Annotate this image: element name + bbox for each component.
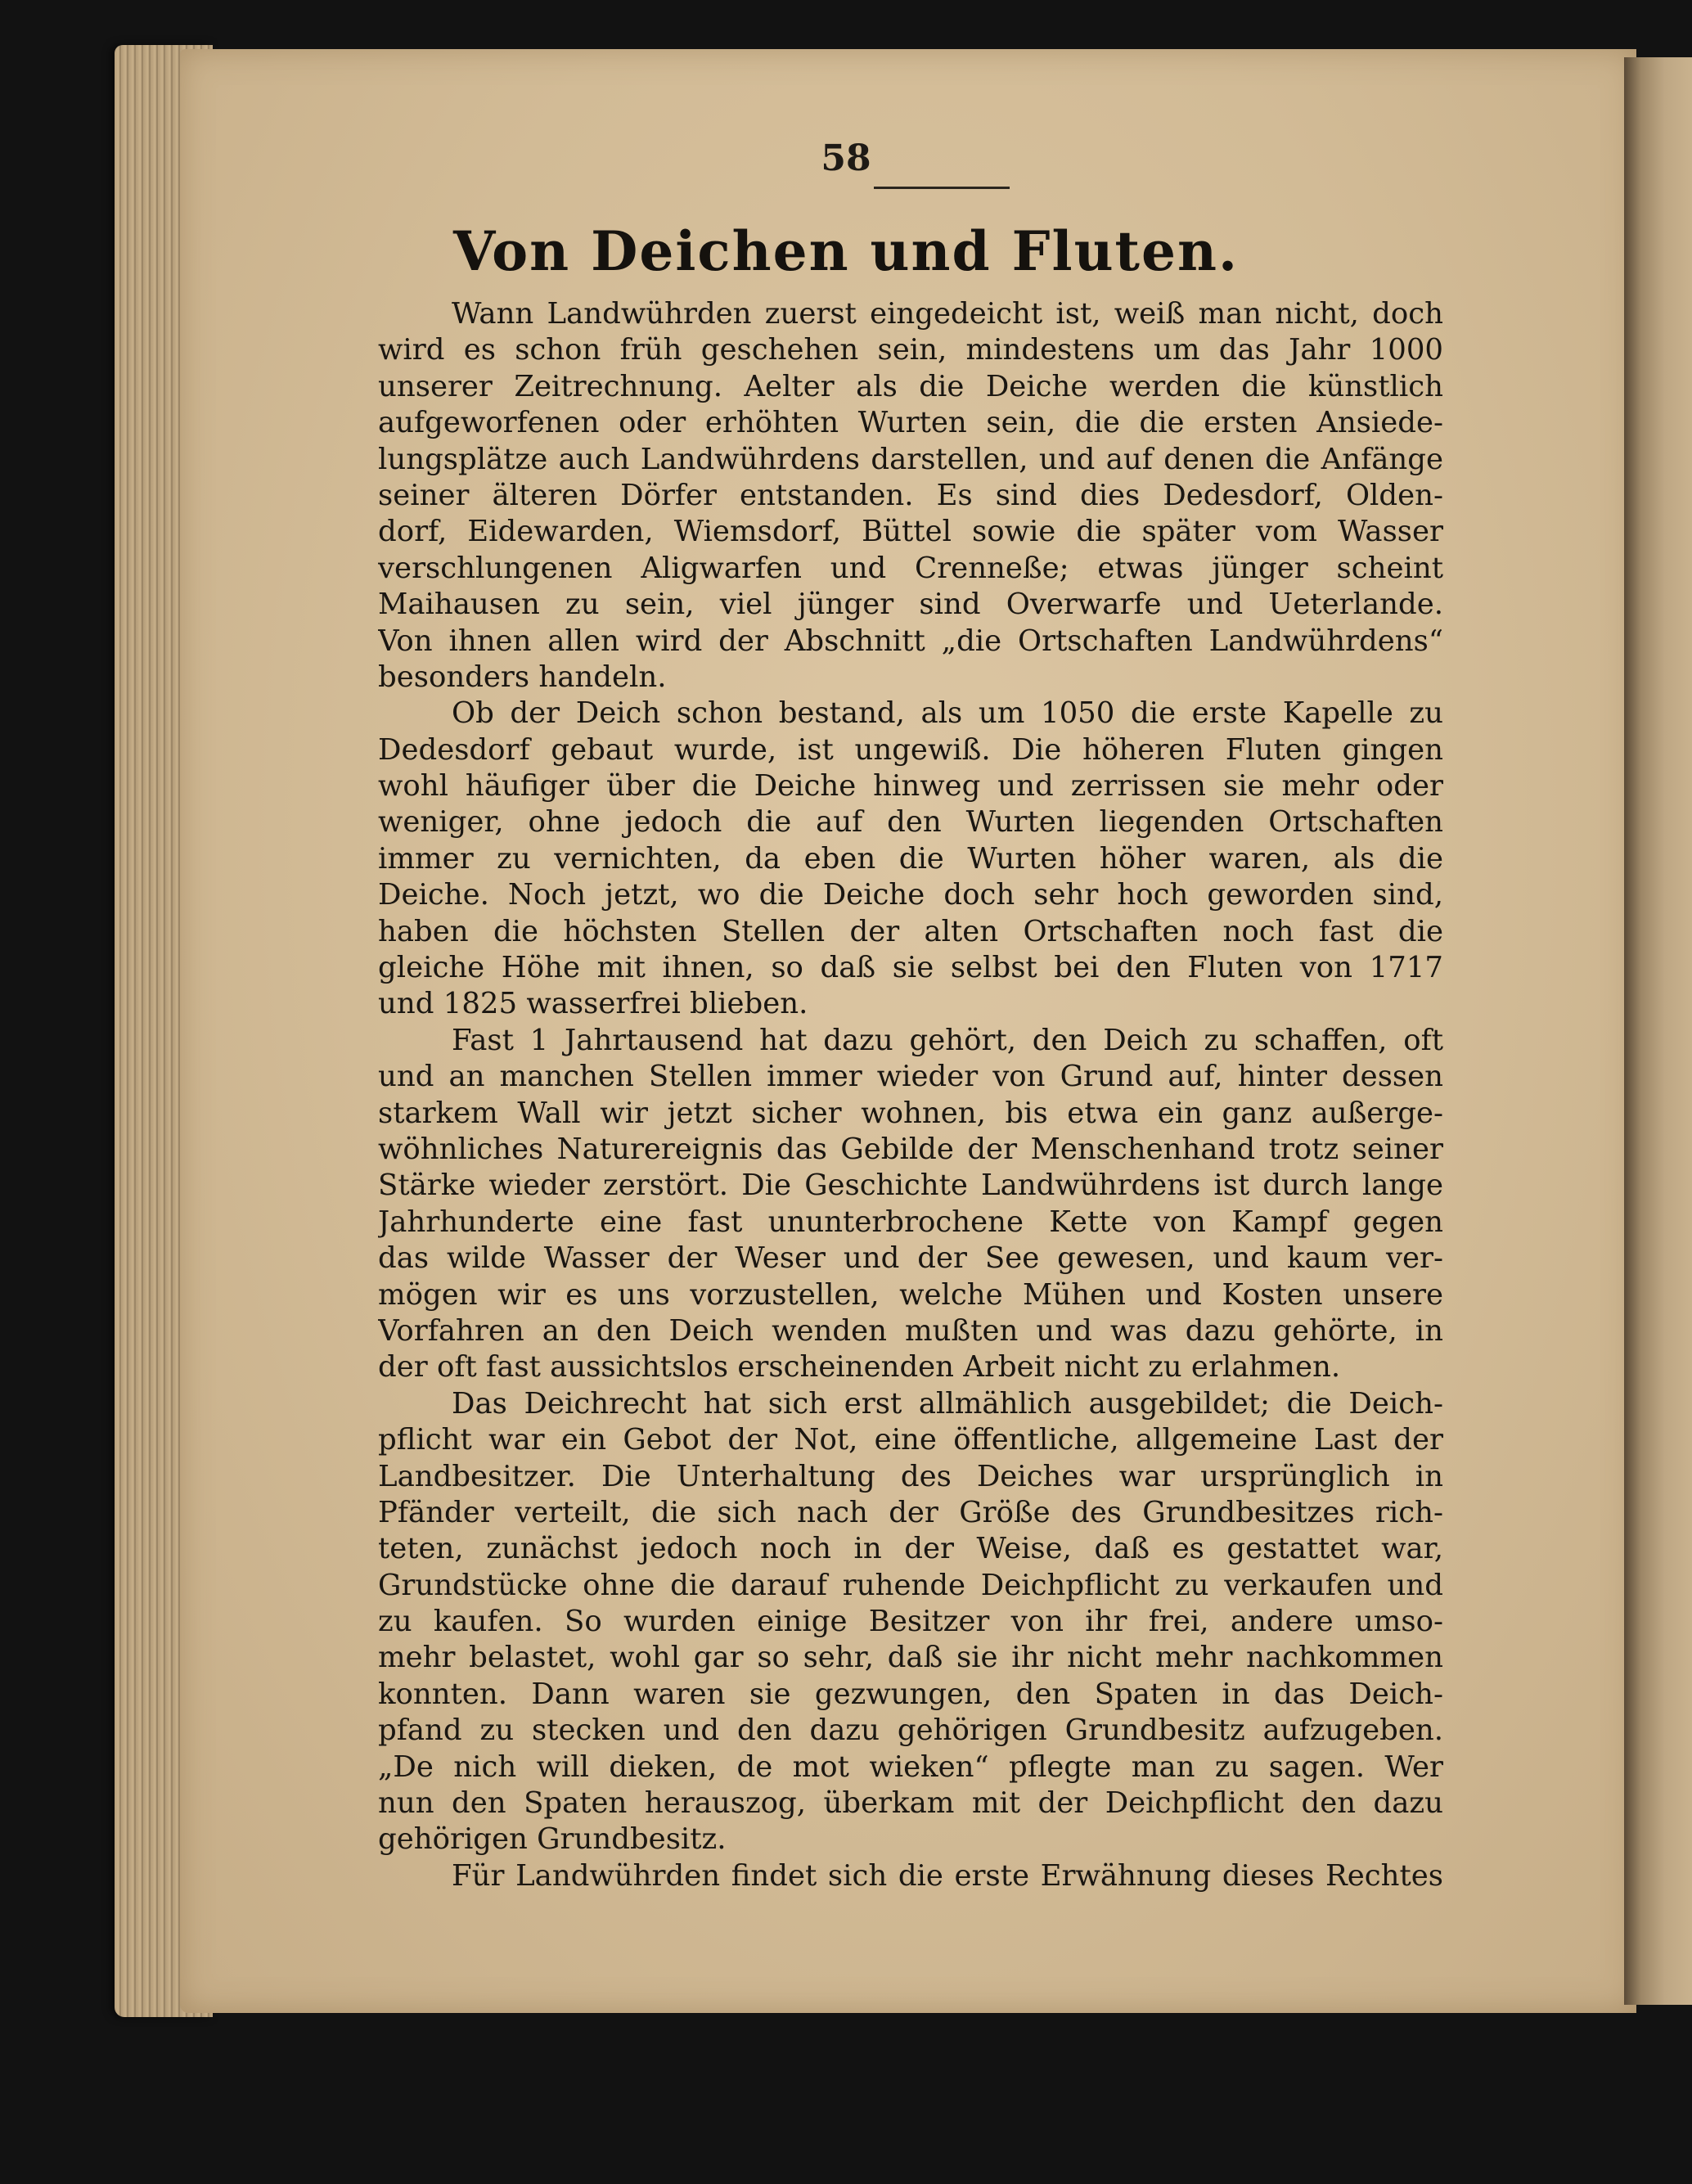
text-line: mehr belastet, wohl gar so sehr, daß sie ihr nicht mehr nachkommen (378, 1641, 1443, 1675)
text-line: unserer Zeitrechnung. Aelter als die Deiche werden die künstlich (378, 369, 1443, 403)
text-line: nun den Spaten herauszog, überkam mit der Deichpflicht den dazu (378, 1786, 1443, 1821)
text-line: Von ihnen allen wird der Abschnitt „die Ortschaften Landwührdens“ (378, 624, 1443, 658)
text-line: immer zu vernichten, da eben die Wurten höher waren, als die (378, 841, 1443, 876)
text-line: aufgeworfenen oder erhöhten Wurten sein, die die ersten Ansiede- (378, 406, 1443, 440)
text-line: teten, zunächst jedoch noch in der Weise, daß es gestattet war, (378, 1532, 1443, 1566)
body-text (378, 296, 1443, 1894)
book-gutter (1624, 57, 1692, 2005)
text-line: Ob der Deich schon bestand, als um 1050 die erste Kapelle zu (452, 696, 1443, 731)
text-line: Vorfahren an den Deich wenden mußten und was dazu gehörte, in (378, 1313, 1443, 1348)
page-number-rule (874, 187, 1010, 189)
text-line: wohl häufiger über die Deiche hinweg und zerrissen sie mehr oder (378, 769, 1443, 804)
text-line: Das Deichrecht hat sich erst allmählich ausgebildet; die Deich- (452, 1386, 1443, 1421)
text-line: mögen wir es uns vorzustellen, welche Mühen und Kosten unsere (378, 1277, 1443, 1312)
text-line: verschlungenen Aligwarfen und Crenneße; etwas jünger scheint (378, 551, 1443, 585)
text-line: Stärke wieder zerstört. Die Geschichte Landwührdens ist durch lange (378, 1169, 1443, 1203)
page-number: 58 (821, 137, 871, 179)
text-line: wöhnliches Naturereignis das Gebilde der Menschenhand trotz seiner (378, 1132, 1443, 1166)
text-line: dorf, Eidewarden, Wiemsdorf, Büttel sowie die später vom Wasser (378, 515, 1443, 549)
text-line: zu kaufen. So wurden einige Besitzer von ihr frei, andere umso- (378, 1605, 1443, 1639)
text-line: pfand zu stecken und den dazu gehörigen Grundbesitz aufzugeben. (378, 1713, 1443, 1748)
chapter-heading: Von Deichen und Fluten. (452, 219, 1239, 283)
text-line: Deiche. Noch jetzt, wo die Deiche doch sehr hoch geworden sind, (378, 878, 1443, 912)
text-line: Landbesitzer. Die Unterhaltung des Deiches war ursprünglich in (378, 1459, 1443, 1493)
text-line: gehörigen Grundbesitz. (378, 1822, 727, 1857)
text-line: Fast 1 Jahrtausend hat dazu gehört, den Deich zu schaffen, oft (452, 1023, 1443, 1057)
text-line: konnten. Dann waren sie gezwungen, den Spaten in das Deich- (378, 1677, 1443, 1711)
text-line: Jahrhunderte eine fast ununterbrochene Kette von Kampf gegen (378, 1205, 1443, 1239)
text-line: Grundstücke ohne die darauf ruhende Deichpflicht zu verkaufen und (378, 1568, 1443, 1602)
text-line: haben die höchsten Stellen der alten Ortschaften noch fast die (378, 914, 1443, 948)
text-line: Pfänder verteilt, die sich nach der Größe des Grundbesitzes rich- (378, 1495, 1443, 1529)
text-line: „De nich will dieken, de mot wieken“ pflegte man zu sagen. Wer (378, 1749, 1443, 1784)
text-line: das wilde Wasser der Weser und der See gewesen, und kaum ver- (378, 1241, 1443, 1276)
text-line: der oft fast aussichtslos erscheinenden Arbeit nicht zu erlahmen. (378, 1350, 1341, 1385)
text-line: weniger, ohne jedoch die auf den Wurten liegenden Ortschaften (378, 805, 1443, 840)
text-line: starkem Wall wir jetzt sicher wohnen, bis etwa ein ganz außerge- (378, 1096, 1443, 1130)
text-line: Wann Landwührden zuerst eingedeicht ist, weiß man nicht, doch (452, 297, 1443, 331)
text-line: pflicht war ein Gebot der Not, eine öffentliche, allgemeine Last der (378, 1423, 1443, 1457)
text-line: Maihausen zu sein, viel jünger sind Overwarfe und Ueterlande. (378, 588, 1443, 622)
text-line: lungsplätze auch Landwührdens darstellen, und auf denen die Anfänge (378, 442, 1443, 476)
text-line: besonders handeln. (378, 660, 667, 694)
text-line: und an manchen Stellen immer wieder von Grund auf, hinter dessen (378, 1060, 1443, 1094)
text-line: Dedesdorf gebaut wurde, ist ungewiß. Die höheren Fluten gingen (378, 732, 1443, 767)
text-line: Für Landwührden findet sich die erste Erwähnung dieses Rechtes (452, 1858, 1443, 1893)
text-line: und 1825 wasserfrei blieben. (378, 987, 808, 1021)
text-line: seiner älteren Dörfer entstanden. Es sind dies Dedesdorf, Olden- (378, 478, 1443, 512)
text-line: wird es schon früh geschehen sein, mindestens um das Jahr 1000 (378, 333, 1443, 367)
text-line: gleiche Höhe mit ihnen, so daß sie selbst bei den Fluten von 1717 (378, 951, 1443, 985)
